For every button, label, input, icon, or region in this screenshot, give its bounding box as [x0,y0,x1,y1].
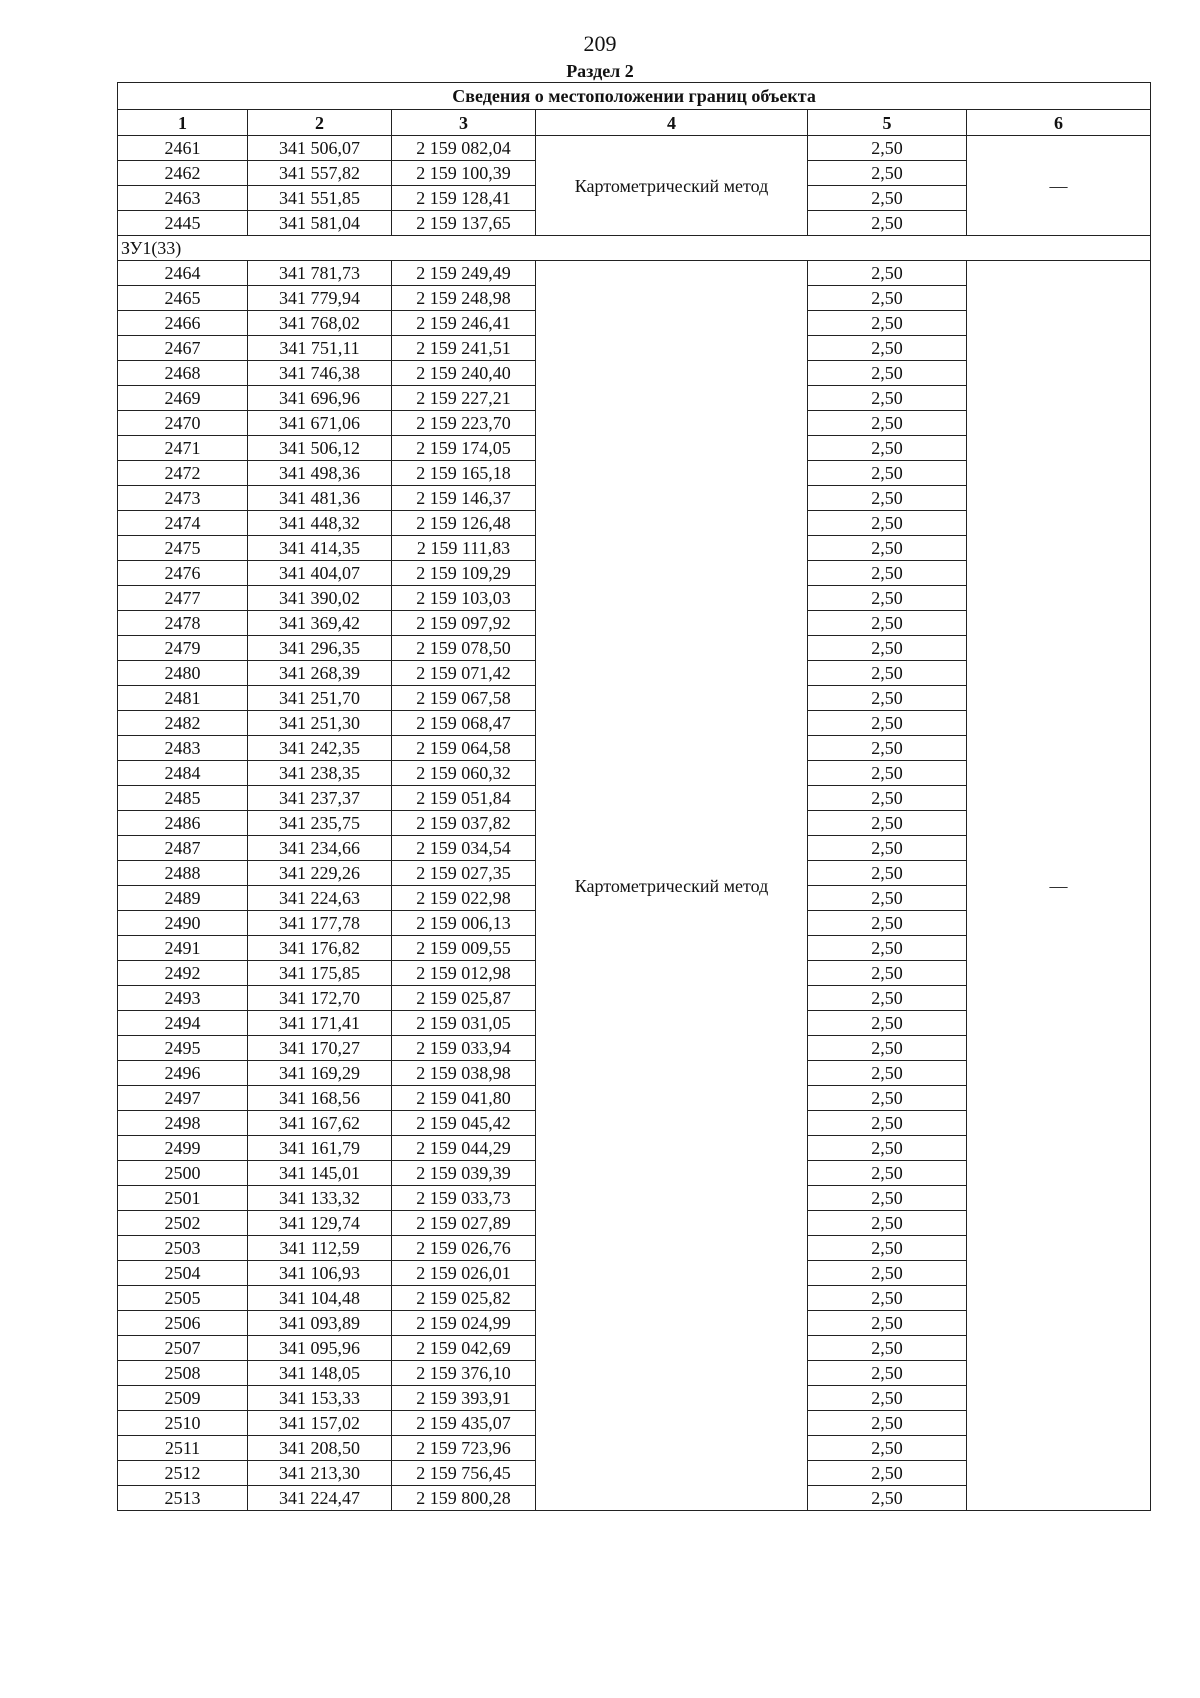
accuracy-cell: 2,50 [808,986,967,1011]
accuracy-cell: 2,50 [808,811,967,836]
point-number-cell: 2473 [118,486,248,511]
coordinate-x-cell: 341 506,07 [248,136,392,161]
coordinate-x-cell: 341 369,42 [248,611,392,636]
coordinate-x-cell: 341 448,32 [248,511,392,536]
accuracy-cell: 2,50 [808,711,967,736]
coordinate-x-cell: 341 168,56 [248,1086,392,1111]
point-number-cell: 2489 [118,886,248,911]
coordinate-x-cell: 341 169,29 [248,1061,392,1086]
table-row [118,261,1151,286]
accuracy-cell: 2,50 [808,686,967,711]
column-number-row [118,110,1151,136]
coordinate-x-cell: 341 251,30 [248,711,392,736]
point-number-cell: 2490 [118,911,248,936]
coordinate-x-cell: 341 177,78 [248,911,392,936]
accuracy-cell: 2,50 [808,636,967,661]
point-number-cell: 2465 [118,286,248,311]
coordinate-x-cell: 341 235,75 [248,811,392,836]
coordinate-y-cell: 2 159 027,35 [392,861,536,886]
coordinate-x-cell: 341 176,82 [248,936,392,961]
coordinate-x-cell: 341 161,79 [248,1136,392,1161]
point-number-cell: 2470 [118,411,248,436]
point-number-cell: 2513 [118,1486,248,1511]
point-number-cell: 2494 [118,1011,248,1036]
accuracy-cell: 2,50 [808,461,967,486]
coordinate-y-cell: 2 159 435,07 [392,1411,536,1436]
accuracy-cell: 2,50 [808,911,967,936]
point-number-cell: 2493 [118,986,248,1011]
coordinate-x-cell: 341 171,41 [248,1011,392,1036]
coordinate-x-cell: 341 481,36 [248,486,392,511]
coordinate-x-cell: 341 106,93 [248,1261,392,1286]
accuracy-cell: 2,50 [808,411,967,436]
coordinate-y-cell: 2 159 248,98 [392,286,536,311]
point-number-cell: 2478 [118,611,248,636]
table-caption-row [118,83,1151,110]
accuracy-cell: 2,50 [808,536,967,561]
coordinate-x-cell: 341 671,06 [248,411,392,436]
point-number-cell: 2501 [118,1186,248,1211]
coordinate-y-cell: 2 159 033,94 [392,1036,536,1061]
accuracy-cell: 2,50 [808,211,967,236]
coordinate-y-cell: 2 159 026,76 [392,1236,536,1261]
accuracy-cell: 2,50 [808,961,967,986]
table-caption: Сведения о местоположении границ объекта [118,83,1151,110]
accuracy-cell: 2,50 [808,1286,967,1311]
point-number-cell: 2477 [118,586,248,611]
point-number-cell: 2499 [118,1136,248,1161]
coordinate-x-cell: 341 129,74 [248,1211,392,1236]
column-number: 6 [967,110,1151,136]
accuracy-cell: 2,50 [808,886,967,911]
coordinate-y-cell: 2 159 103,03 [392,586,536,611]
point-number-cell: 2498 [118,1111,248,1136]
coordinate-y-cell: 2 159 006,13 [392,911,536,936]
point-number-cell: 2506 [118,1311,248,1336]
point-number-cell: 2509 [118,1386,248,1411]
coordinate-y-cell: 2 159 249,49 [392,261,536,286]
accuracy-cell: 2,50 [808,611,967,636]
coordinate-y-cell: 2 159 025,87 [392,986,536,1011]
coordinate-x-cell: 341 237,37 [248,786,392,811]
accuracy-cell: 2,50 [808,261,967,286]
coordinate-x-cell: 341 696,96 [248,386,392,411]
accuracy-cell: 2,50 [808,1261,967,1286]
land-plot-label: ЗУ1(33) [118,236,1151,261]
accuracy-cell: 2,50 [808,936,967,961]
coordinate-y-cell: 2 159 241,51 [392,336,536,361]
coordinate-x-cell: 341 170,27 [248,1036,392,1061]
coordinate-x-cell: 341 768,02 [248,311,392,336]
accuracy-cell: 2,50 [808,511,967,536]
coordinate-y-cell: 2 159 027,89 [392,1211,536,1236]
coordinate-x-cell: 341 751,11 [248,336,392,361]
accuracy-cell: 2,50 [808,561,967,586]
point-number-cell: 2502 [118,1211,248,1236]
accuracy-cell: 2,50 [808,1336,967,1361]
coordinate-x-cell: 341 133,32 [248,1186,392,1211]
coordinate-x-cell: 341 224,47 [248,1486,392,1511]
point-number-cell: 2505 [118,1286,248,1311]
accuracy-cell: 2,50 [808,1011,967,1036]
point-number-cell: 2495 [118,1036,248,1061]
accuracy-cell: 2,50 [808,861,967,886]
coordinate-x-cell: 341 224,63 [248,886,392,911]
point-number-cell: 2469 [118,386,248,411]
point-number-cell: 2445 [118,211,248,236]
coordinate-x-cell: 341 779,94 [248,286,392,311]
coordinate-x-cell: 341 498,36 [248,461,392,486]
coordinate-y-cell: 2 159 041,80 [392,1086,536,1111]
point-number-cell: 2480 [118,661,248,686]
coordinate-x-cell: 341 234,66 [248,836,392,861]
coordinate-x-cell: 341 581,04 [248,211,392,236]
point-number-cell: 2496 [118,1061,248,1086]
accuracy-cell: 2,50 [808,161,967,186]
accuracy-cell: 2,50 [808,786,967,811]
coordinate-y-cell: 2 159 126,48 [392,511,536,536]
coordinate-x-cell: 341 104,48 [248,1286,392,1311]
accuracy-cell: 2,50 [808,386,967,411]
accuracy-cell: 2,50 [808,311,967,336]
coordinate-x-cell: 341 238,35 [248,761,392,786]
point-number-cell: 2471 [118,436,248,461]
coordinate-y-cell: 2 159 026,01 [392,1261,536,1286]
accuracy-cell: 2,50 [808,1036,967,1061]
column-number: 1 [118,110,248,136]
accuracy-cell: 2,50 [808,586,967,611]
accuracy-cell: 2,50 [808,736,967,761]
point-number-cell: 2467 [118,336,248,361]
accuracy-cell: 2,50 [808,836,967,861]
coordinate-x-cell: 341 414,35 [248,536,392,561]
accuracy-cell: 2,50 [808,1211,967,1236]
point-number-cell: 2487 [118,836,248,861]
coordinate-x-cell: 341 506,12 [248,436,392,461]
point-number-cell: 2479 [118,636,248,661]
point-number-cell: 2461 [118,136,248,161]
point-number-cell: 2507 [118,1336,248,1361]
point-number-cell: 2512 [118,1461,248,1486]
point-number-cell: 2504 [118,1261,248,1286]
coordinate-y-cell: 2 159 012,98 [392,961,536,986]
column-6-cell: — [967,136,1151,236]
point-number-cell: 2508 [118,1361,248,1386]
coordinate-y-cell: 2 159 038,98 [392,1061,536,1086]
coordinate-x-cell: 341 157,02 [248,1411,392,1436]
coordinate-y-cell: 2 159 756,45 [392,1461,536,1486]
point-number-cell: 2472 [118,461,248,486]
coordinate-y-cell: 2 159 067,58 [392,686,536,711]
coordinate-y-cell: 2 159 042,69 [392,1336,536,1361]
point-number-cell: 2464 [118,261,248,286]
coordinate-x-cell: 341 781,73 [248,261,392,286]
accuracy-cell: 2,50 [808,1486,967,1511]
point-number-cell: 2488 [118,861,248,886]
point-number-cell: 2510 [118,1411,248,1436]
point-number-cell: 2500 [118,1161,248,1186]
coordinate-y-cell: 2 159 078,50 [392,636,536,661]
accuracy-cell: 2,50 [808,336,967,361]
point-number-cell: 2463 [118,186,248,211]
accuracy-cell: 2,50 [808,486,967,511]
coordinate-y-cell: 2 159 240,40 [392,361,536,386]
coordinate-y-cell: 2 159 128,41 [392,186,536,211]
accuracy-cell: 2,50 [808,661,967,686]
point-number-cell: 2468 [118,361,248,386]
point-number-cell: 2486 [118,811,248,836]
coordinate-y-cell: 2 159 111,83 [392,536,536,561]
column-number: 3 [392,110,536,136]
accuracy-cell: 2,50 [808,1136,967,1161]
accuracy-cell: 2,50 [808,1161,967,1186]
coordinate-y-cell: 2 159 723,96 [392,1436,536,1461]
coordinate-y-cell: 2 159 060,32 [392,761,536,786]
coordinate-x-cell: 341 557,82 [248,161,392,186]
accuracy-cell: 2,50 [808,1186,967,1211]
coordinate-x-cell: 341 746,38 [248,361,392,386]
point-number-cell: 2474 [118,511,248,536]
accuracy-cell: 2,50 [808,1461,967,1486]
coordinate-y-cell: 2 159 068,47 [392,711,536,736]
coordinate-y-cell: 2 159 044,29 [392,1136,536,1161]
coordinate-y-cell: 2 159 071,42 [392,661,536,686]
coordinate-y-cell: 2 159 064,58 [392,736,536,761]
coordinate-x-cell: 341 172,70 [248,986,392,1011]
coordinate-y-cell: 2 159 223,70 [392,411,536,436]
accuracy-cell: 2,50 [808,1386,967,1411]
coordinate-y-cell: 2 159 376,10 [392,1361,536,1386]
column-number: 5 [808,110,967,136]
section-title: Раздел 2 [566,61,634,81]
accuracy-cell: 2,50 [808,286,967,311]
accuracy-cell: 2,50 [808,1236,967,1261]
coordinate-x-cell: 341 093,89 [248,1311,392,1336]
coordinate-x-cell: 341 148,05 [248,1361,392,1386]
coordinate-y-cell: 2 159 393,91 [392,1386,536,1411]
page-number: 209 [583,31,617,56]
coordinate-x-cell: 341 112,59 [248,1236,392,1261]
coordinate-y-cell: 2 159 137,65 [392,211,536,236]
coordinate-y-cell: 2 159 146,37 [392,486,536,511]
coordinate-y-cell: 2 159 051,84 [392,786,536,811]
coordinate-x-cell: 341 145,01 [248,1161,392,1186]
coordinate-y-cell: 2 159 165,18 [392,461,536,486]
point-number-cell: 2482 [118,711,248,736]
point-number-cell: 2503 [118,1236,248,1261]
coordinate-x-cell: 341 153,33 [248,1386,392,1411]
accuracy-cell: 2,50 [808,1111,967,1136]
coordinate-y-cell: 2 159 100,39 [392,161,536,186]
point-number-cell: 2484 [118,761,248,786]
coordinate-y-cell: 2 159 800,28 [392,1486,536,1511]
coordinate-y-cell: 2 159 109,29 [392,561,536,586]
coordinate-y-cell: 2 159 024,99 [392,1311,536,1336]
coordinate-x-cell: 341 251,70 [248,686,392,711]
coordinate-x-cell: 341 208,50 [248,1436,392,1461]
method-cell: Картометрический метод [536,136,808,236]
coordinate-x-cell: 341 551,85 [248,186,392,211]
coordinate-y-cell: 2 159 097,92 [392,611,536,636]
coordinate-x-cell: 341 175,85 [248,961,392,986]
coordinate-y-cell: 2 159 037,82 [392,811,536,836]
point-number-cell: 2485 [118,786,248,811]
accuracy-cell: 2,50 [808,186,967,211]
coordinate-x-cell: 341 268,39 [248,661,392,686]
point-number-cell: 2481 [118,686,248,711]
method-cell: Картометрический метод [536,261,808,1511]
accuracy-cell: 2,50 [808,1411,967,1436]
table-row [118,136,1151,161]
accuracy-cell: 2,50 [808,1311,967,1336]
coordinate-x-cell: 341 095,96 [248,1336,392,1361]
coordinate-y-cell: 2 159 246,41 [392,311,536,336]
column-number: 2 [248,110,392,136]
coordinate-y-cell: 2 159 174,05 [392,436,536,461]
coordinate-y-cell: 2 159 025,82 [392,1286,536,1311]
coordinate-y-cell: 2 159 022,98 [392,886,536,911]
coordinate-x-cell: 341 390,02 [248,586,392,611]
accuracy-cell: 2,50 [808,1361,967,1386]
point-number-cell: 2462 [118,161,248,186]
group-row [118,236,1151,261]
coordinate-y-cell: 2 159 045,42 [392,1111,536,1136]
coordinate-y-cell: 2 159 033,73 [392,1186,536,1211]
column-number: 4 [536,110,808,136]
point-number-cell: 2492 [118,961,248,986]
point-number-cell: 2483 [118,736,248,761]
accuracy-cell: 2,50 [808,436,967,461]
coordinate-y-cell: 2 159 031,05 [392,1011,536,1036]
point-number-cell: 2466 [118,311,248,336]
boundary-coordinates-table [117,82,1151,1511]
point-number-cell: 2475 [118,536,248,561]
accuracy-cell: 2,50 [808,1061,967,1086]
accuracy-cell: 2,50 [808,361,967,386]
point-number-cell: 2511 [118,1436,248,1461]
point-number-cell: 2476 [118,561,248,586]
coordinate-x-cell: 341 229,26 [248,861,392,886]
coordinate-y-cell: 2 159 009,55 [392,936,536,961]
coordinate-y-cell: 2 159 039,39 [392,1161,536,1186]
coordinate-x-cell: 341 296,35 [248,636,392,661]
accuracy-cell: 2,50 [808,761,967,786]
accuracy-cell: 2,50 [808,136,967,161]
coordinate-x-cell: 341 242,35 [248,736,392,761]
accuracy-cell: 2,50 [808,1436,967,1461]
coordinate-y-cell: 2 159 082,04 [392,136,536,161]
point-number-cell: 2497 [118,1086,248,1111]
accuracy-cell: 2,50 [808,1086,967,1111]
coordinate-x-cell: 341 213,30 [248,1461,392,1486]
coordinate-y-cell: 2 159 227,21 [392,386,536,411]
coordinate-x-cell: 341 167,62 [248,1111,392,1136]
coordinate-y-cell: 2 159 034,54 [392,836,536,861]
column-6-cell: — [967,261,1151,1511]
point-number-cell: 2491 [118,936,248,961]
coordinate-x-cell: 341 404,07 [248,561,392,586]
